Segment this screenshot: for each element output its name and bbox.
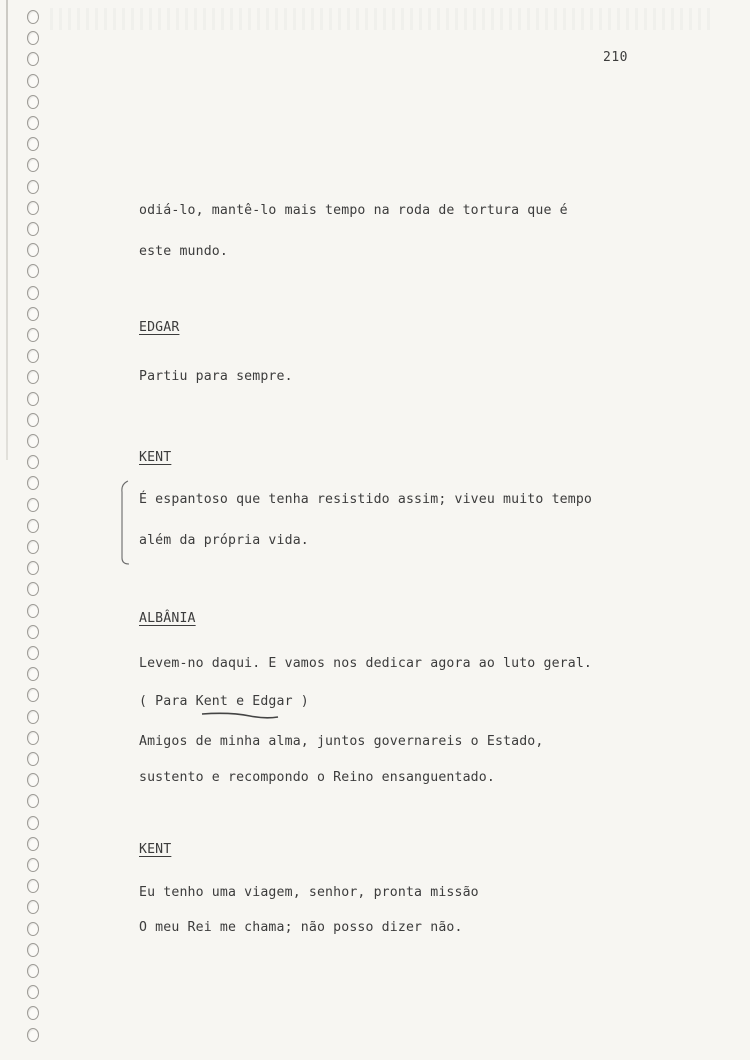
- scan-noise: [50, 8, 710, 30]
- binder-hole: [27, 837, 39, 851]
- binder-hole: [27, 561, 39, 575]
- binder-hole: [27, 10, 39, 24]
- binder-hole: [27, 900, 39, 914]
- dialogue-line: este mundo.: [139, 244, 228, 259]
- page-number: 210: [603, 50, 628, 65]
- binder-hole: [27, 243, 39, 257]
- binder-hole: [27, 1006, 39, 1020]
- binder-hole: [27, 879, 39, 893]
- binder-hole: [27, 370, 39, 384]
- dialogue-line: Partiu para sempre.: [139, 369, 293, 384]
- binder-hole: [27, 31, 39, 45]
- binder-hole: [27, 519, 39, 533]
- binder-hole: [27, 413, 39, 427]
- binder-hole: [27, 540, 39, 554]
- binder-hole: [27, 392, 39, 406]
- handwritten-underline-mark: [200, 711, 280, 721]
- binder-hole: [27, 582, 39, 596]
- binder-hole: [27, 95, 39, 109]
- binder-hole: [27, 731, 39, 745]
- dialogue-line: além da própria vida.: [139, 533, 309, 548]
- binder-hole: [27, 476, 39, 490]
- binder-hole: [27, 752, 39, 766]
- binder-hole: [27, 794, 39, 808]
- binder-hole: [27, 667, 39, 681]
- binder-hole: [27, 52, 39, 66]
- dialogue-line: sustento e recompondo o Reino ensanguentado.: [139, 770, 495, 785]
- binder-hole: [27, 710, 39, 724]
- binder-hole: [27, 455, 39, 469]
- binder-hole: [27, 646, 39, 660]
- binder-hole: [27, 222, 39, 236]
- binder-hole: [27, 286, 39, 300]
- binder-hole: [27, 264, 39, 278]
- speaker-name-kent: KENT: [139, 842, 172, 857]
- dialogue-line: Eu tenho uma viagem, senhor, pronta missão: [139, 885, 479, 900]
- stage-direction: ( Para Kent e Edgar ): [139, 694, 309, 709]
- binder-hole: [27, 116, 39, 130]
- binder-hole: [27, 943, 39, 957]
- binder-holes: [27, 0, 43, 1060]
- binder-hole: [27, 201, 39, 215]
- binder-hole: [27, 773, 39, 787]
- dialogue-line: É espantoso que tenha resistido assim; viveu muito tempo: [139, 492, 593, 507]
- binder-hole: [27, 625, 39, 639]
- binder-hole: [27, 688, 39, 702]
- speaker-name-albania: ALBÂNIA: [139, 611, 196, 626]
- binder-hole: [27, 964, 39, 978]
- binder-hole: [27, 922, 39, 936]
- binder-hole: [27, 985, 39, 999]
- binder-hole: [27, 434, 39, 448]
- dialogue-line: Amigos de minha alma, juntos governareis o Estado,: [139, 734, 544, 749]
- speaker-name-kent: KENT: [139, 450, 172, 465]
- binder-hole: [27, 137, 39, 151]
- dialogue-line: O meu Rei me chama; não posso dizer não.: [139, 920, 463, 935]
- binder-hole: [27, 604, 39, 618]
- binder-hole: [27, 816, 39, 830]
- dialogue-line: Levem-no daqui. E vamos nos dedicar agora ao luto geral.: [139, 656, 593, 671]
- speaker-name-edgar: EDGAR: [139, 320, 180, 335]
- binder-hole: [27, 307, 39, 321]
- binder-hole: [27, 328, 39, 342]
- binder-hole: [27, 858, 39, 872]
- handwritten-bracket-mark: [118, 478, 130, 566]
- binder-edge: [6, 0, 8, 460]
- binder-hole: [27, 349, 39, 363]
- binder-hole: [27, 1028, 39, 1042]
- binder-hole: [27, 158, 39, 172]
- binder-hole: [27, 180, 39, 194]
- binder-hole: [27, 74, 39, 88]
- binder-hole: [27, 498, 39, 512]
- dialogue-line: odiá-lo, mantê-lo mais tempo na roda de tortura que é: [139, 203, 568, 218]
